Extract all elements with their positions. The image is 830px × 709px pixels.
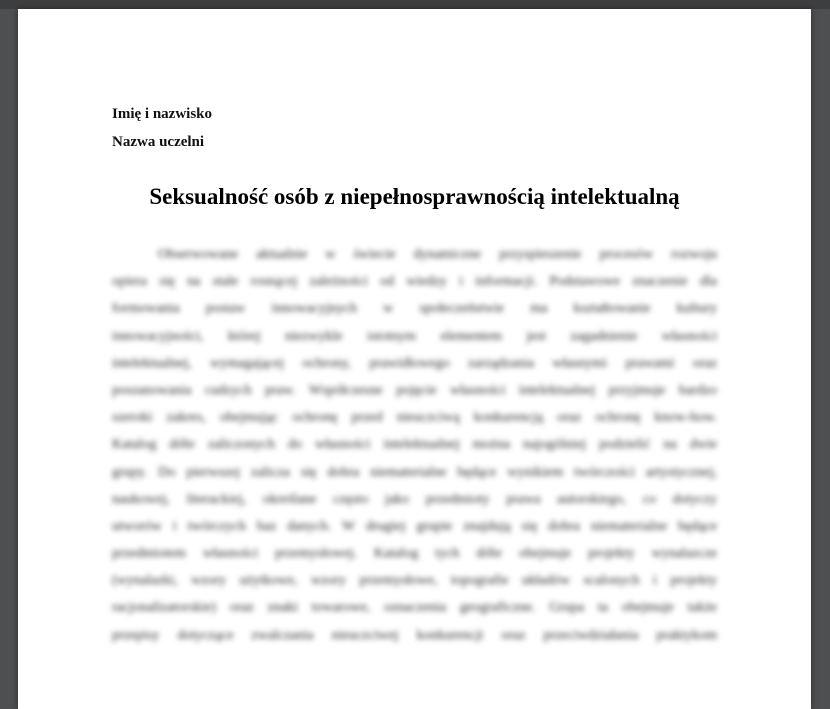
body-line: przedmiotem własności przemysłowej. Katalog tych dóbr obejmuje projekty wynalazcze [112,546,717,562]
body-line: (wynalazki, wzory użytkowe, wzory przemysłowe, topografie układów scalonych i projekty [112,573,717,589]
body-line: Katalog dóbr zaliczonych do własności intelektualnej można najogólniej podzielić na dwie [112,437,717,453]
university-name-label: Nazwa uczelni [112,134,205,150]
body-line: szeroki zakres, obejmując ochronę przed nieuczciwą konkurencją oraz ochronę know-how. [112,410,717,426]
document-title: Seksualność osób z niepełnosprawnością intelektualną [149,184,680,209]
author-name-label: Imię i nazwisko [112,106,213,122]
body-paragraph [112,241,717,649]
body-line: przepisy dotyczące zwalczania nieuczciwej konkurencji oraz przeciwdziałania praktykom [112,627,717,643]
body-line: poszanowania cudzych praw. Współczesne pojęcie własności intelektualnej przyjmuje bardzo [112,382,717,398]
body-line: naukowej, literackiej, określane często jako przedmioty prawa autorskiego, co dotyczy [112,491,717,507]
body-line: opiera się na stale rosnącej zależności od wiedzy i informacji. Podstawowe znaczenie dla [112,274,717,290]
body-line: utworów i twórczych baz danych. W drugiej grupie znajdują się dobra niematerialne będące [112,518,717,534]
body-line: intelektualnej, wymagającej ochrony, prawidłowego zarządzania własnymi prawami oraz [112,355,717,371]
body-line: innowacyjności, której niezwykle istotnym elementem jest zagadnienie własności [112,328,717,344]
viewer-top-bar [0,0,830,9]
body-line: formowania postaw innowacyjnych w społeczeństwie ma kształtowanie kultury [112,301,717,317]
body-line: racjonalizatorskie) oraz znaki towarowe, oznaczenia geograficzne. Grupa ta obejmuje także [112,600,717,616]
body-line: grupy. Do pierwszej zalicza się dobra niematerialne będące wynikiem twórczości artystycznej, [112,464,717,480]
body-line: Obserwowane aktualnie w świecie dynamiczne przyspieszenie procesów rozwoju [158,247,717,262]
document-page [18,9,811,709]
